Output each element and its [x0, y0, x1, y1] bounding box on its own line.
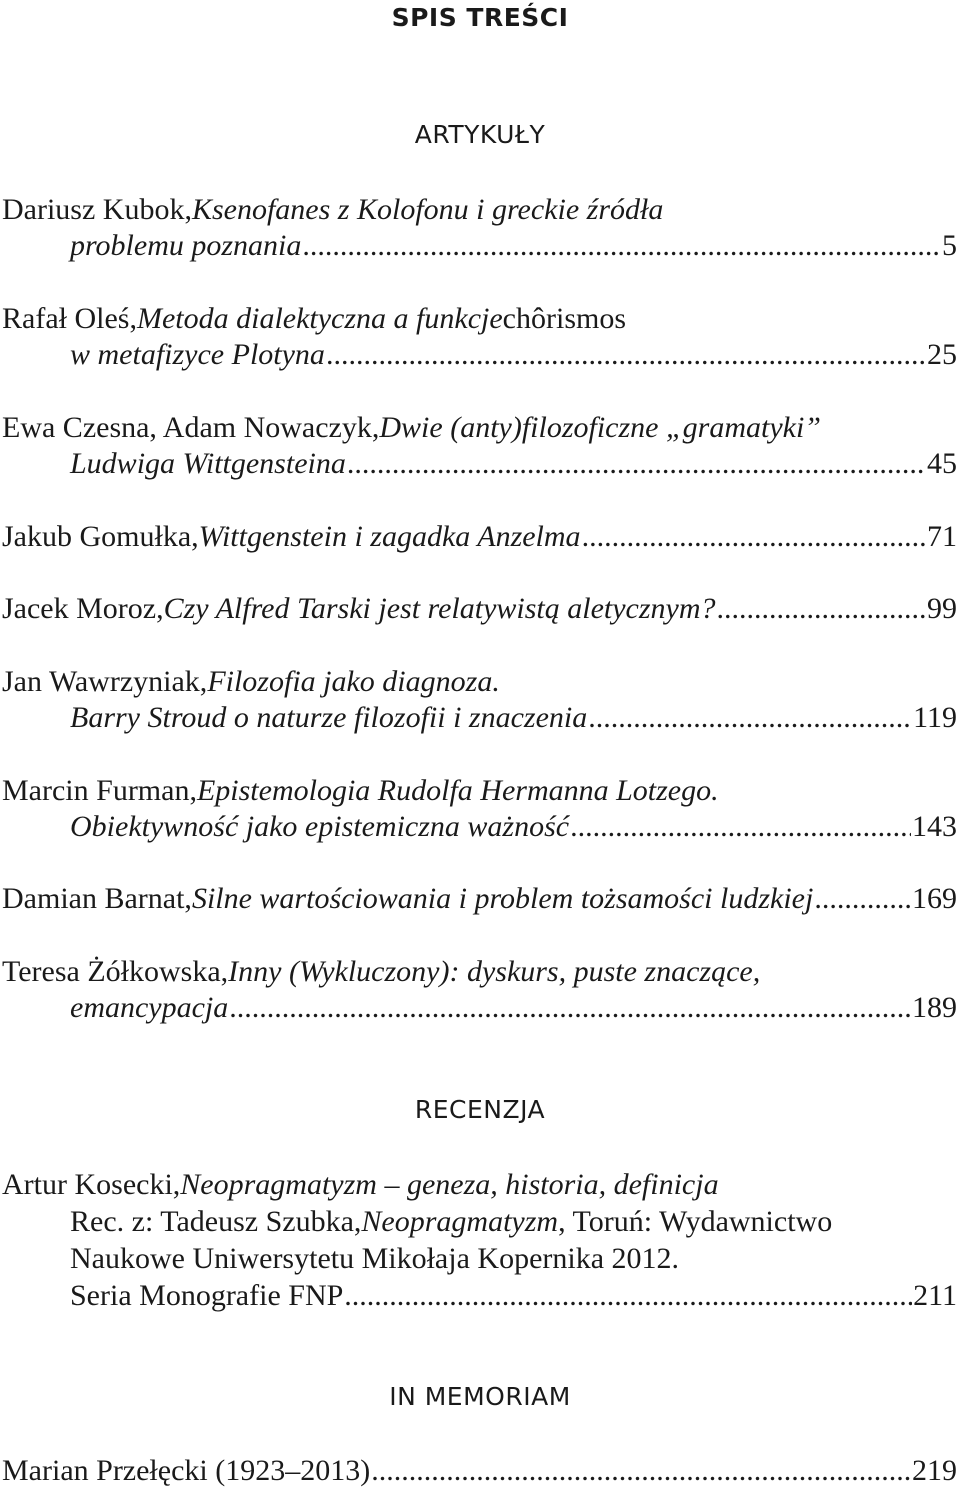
- review-source-publisher-continued: Naukowe Uniwersytetu Mikołaja Kopernika 2012.: [70, 1242, 680, 1275]
- entry-title-continued: Barry Stroud o naturze filozofii i znaczenia: [70, 701, 588, 734]
- entry-author: Jakub Gomułka,: [2, 520, 199, 553]
- leader-dots: [347, 445, 926, 483]
- page-number: 143: [912, 810, 957, 843]
- entry-author: Jacek Moroz,: [2, 592, 164, 625]
- page-number: 189: [912, 991, 957, 1024]
- entry-title-term: chôrismos: [502, 302, 626, 335]
- entry-title-continued: problemu poznania: [70, 229, 302, 262]
- section-heading-review: RECENZJA: [414, 1095, 546, 1124]
- leader-dots: [302, 227, 941, 265]
- page-title: SPIS TREŚCI: [391, 3, 569, 32]
- page-number: 5: [942, 229, 957, 262]
- entry-title: Dwie (anty)filozoficzne „gramatyki”: [379, 411, 821, 444]
- review-entry-line-3: [70, 1240, 957, 1278]
- entry-author: Damian Barnat,: [2, 882, 192, 915]
- entry-title: Wittgenstein i zagadka Anzelma: [198, 520, 581, 553]
- entry-author: Marcin Furman,: [2, 774, 197, 807]
- toc-entry-6-line-2[interactable]: [70, 699, 957, 737]
- entry-title: Czy Alfred Tarski jest relatywistą aletycznym?: [163, 592, 716, 625]
- toc-entry-1-line-2[interactable]: [70, 227, 957, 265]
- page-number: 99: [927, 592, 957, 625]
- leader-dots: [717, 590, 926, 628]
- section-heading-memoriam: IN MEMORIAM: [389, 1382, 571, 1411]
- entry-title-continued: Obiektywność jako epistemiczna ważność: [70, 810, 570, 843]
- toc-entry-7-line-1: [2, 772, 957, 810]
- toc-entry-2-line-1: [2, 300, 957, 338]
- toc-entry-2-line-2[interactable]: [70, 336, 957, 374]
- review-author: Artur Kosecki,: [2, 1168, 181, 1201]
- review-entry-line-2: [70, 1203, 957, 1241]
- entry-title-continued: Ludwiga Wittgensteina: [70, 447, 346, 480]
- review-series: Seria Monografie FNP: [70, 1279, 344, 1312]
- toc-entry-1-line-1: [2, 191, 957, 229]
- entry-title: Epistemologia Rudolfa Hermanna Lotzego.: [196, 774, 719, 807]
- page-number: 169: [912, 882, 957, 915]
- leader-dots: [326, 336, 926, 374]
- section-heading-articles: ARTYKUŁY: [414, 120, 546, 149]
- leader-dots: [588, 699, 912, 737]
- toc-entry-3-line-1: [2, 409, 957, 447]
- entry-title-continued: emancypacja: [70, 991, 229, 1024]
- toc-entry-8[interactable]: [2, 880, 957, 918]
- toc-entry-4[interactable]: [2, 518, 957, 556]
- entry-author: Jan Wawrzyniak,: [2, 665, 208, 698]
- review-source-title: Neopragmatyzm: [361, 1205, 559, 1238]
- entry-title: Metoda dialektyczna a funkcje: [136, 302, 503, 335]
- toc-entry-9-line-2[interactable]: [70, 989, 957, 1027]
- page-number: 211: [913, 1279, 957, 1312]
- leader-dots: [229, 989, 911, 1027]
- entry-author: Teresa Żółkowska,: [2, 955, 229, 988]
- page-number: 71: [927, 520, 957, 553]
- page-number: 45: [927, 447, 957, 480]
- toc-entry-5[interactable]: [2, 590, 957, 628]
- review-title: Neopragmatyzm – geneza, historia, definicja: [180, 1168, 719, 1201]
- toc-entry-9-line-1: [2, 953, 957, 991]
- leader-dots: [582, 518, 926, 556]
- entry-title-continued: w metafizyce Plotyna: [70, 338, 325, 371]
- toc-entry-7-line-2[interactable]: [70, 808, 957, 846]
- entry-author: Dariusz Kubok,: [2, 193, 192, 226]
- entry-title: Filozofia jako diagnoza.: [207, 665, 500, 698]
- entry-title: Ksenofanes z Kolofonu i greckie źródła: [191, 193, 664, 226]
- entry-author: Ewa Czesna, Adam Nowaczyk,: [2, 411, 380, 444]
- toc-entry-6-line-1: [2, 663, 957, 701]
- toc-entry-3-line-2[interactable]: [70, 445, 957, 483]
- page-number: 119: [913, 701, 957, 734]
- leader-dots: [344, 1277, 912, 1315]
- memoriam-entry[interactable]: [2, 1452, 957, 1490]
- page-number: 219: [912, 1454, 957, 1487]
- entry-title: Inny (Wykluczony): dyskurs, puste znaczące,: [228, 955, 761, 988]
- review-entry-line-1: [2, 1166, 957, 1204]
- review-source-publisher: , Toruń: Wydawnictwo: [558, 1205, 833, 1238]
- leader-dots: [814, 880, 911, 918]
- page-number: 25: [927, 338, 957, 371]
- review-entry-line-4[interactable]: [70, 1277, 957, 1315]
- review-source-prefix: Rec. z: Tadeusz Szubka,: [70, 1205, 362, 1238]
- entry-title: Silne wartościowania i problem tożsamości ludzkiej: [191, 882, 814, 915]
- leader-dots: [570, 808, 911, 846]
- memoriam-name: Marian Przełęcki (1923–2013): [2, 1454, 371, 1487]
- entry-author: Rafał Oleś,: [2, 302, 137, 335]
- leader-dots: [371, 1452, 911, 1490]
